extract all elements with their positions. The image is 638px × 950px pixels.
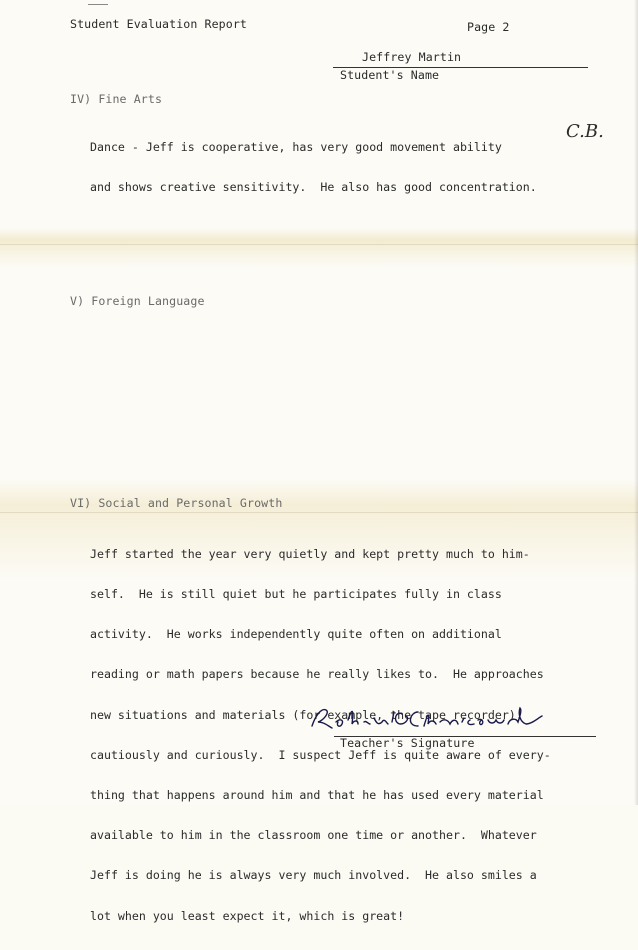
teacher-signature xyxy=(306,700,552,736)
student-name: Jeffrey Martin xyxy=(362,50,462,64)
comment-line: and shows creative sensitivity. He also has good concentration. xyxy=(90,180,537,195)
comment-line: Dance - Jeff is cooperative, has very good movement ability xyxy=(90,139,502,154)
student-name-caption: Student's Name xyxy=(340,68,440,82)
scan-mark xyxy=(88,4,108,5)
paper-fold-upper xyxy=(0,244,638,245)
fine-arts-comment xyxy=(90,114,537,221)
handwritten-initials: C.B. xyxy=(566,121,604,142)
comment-line: self. He is still quiet but he participates fully in class xyxy=(90,587,502,602)
paper-edge xyxy=(634,0,638,805)
comment-line: available to him in the classroom one time or another. Whatever xyxy=(90,828,537,843)
comment-line: thing that happens around him and that he has used every material xyxy=(90,788,544,803)
comment-line: activity. He works independently quite often on additional xyxy=(90,627,502,642)
comment-line: reading or math papers because he really likes to. He approaches xyxy=(90,667,544,682)
comment-line: new situations and materials (for example, the tape recorder), xyxy=(90,707,523,722)
section-heading-fine-arts: IV) Fine Arts xyxy=(70,92,163,106)
signature-caption: Teacher's Signature xyxy=(340,736,475,750)
comment-line: cautiously and curiously. I suspect Jeff is quite aware of every- xyxy=(90,747,551,762)
comment-line: Jeff is doing he is always very much involved. He also smiles a xyxy=(90,868,537,883)
paper-fold-lower xyxy=(0,512,638,513)
comment-line: lot when you least expect it, which is great! xyxy=(90,908,405,923)
section-heading-social-growth: VI) Social and Personal Growth xyxy=(70,496,283,510)
section-heading-foreign-language: V) Foreign Language xyxy=(70,294,205,308)
report-title: Student Evaluation Report xyxy=(70,17,248,31)
comment-line: Jeff started the year very quietly and kept pretty much to him- xyxy=(90,546,530,561)
page-number: Page 2 xyxy=(467,20,510,34)
